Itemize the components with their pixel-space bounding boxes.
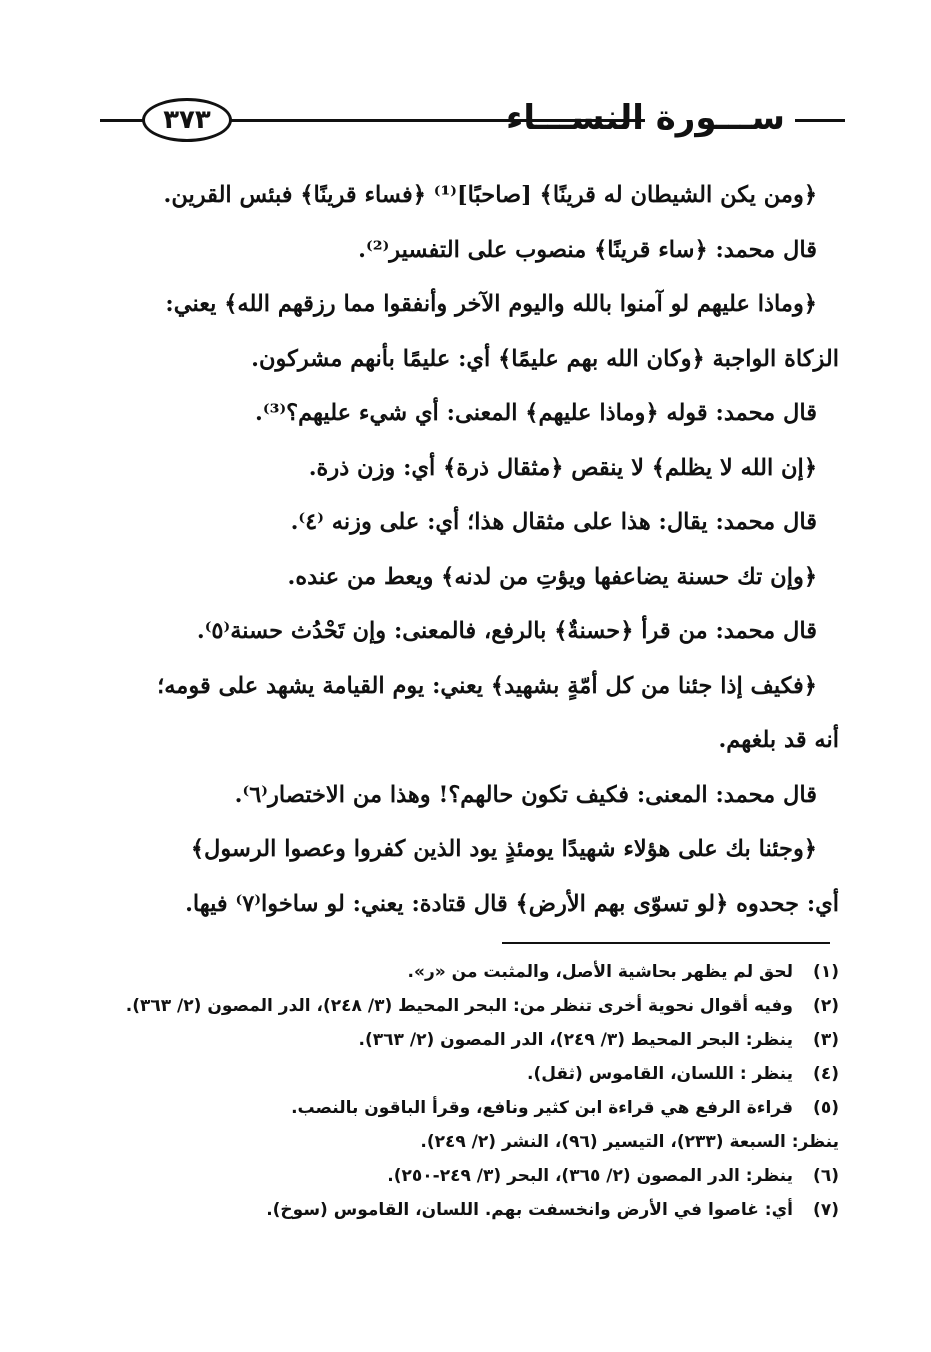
- footnote: [91, 989, 839, 1023]
- page-header: [100, 92, 845, 148]
- main-text: [91, 168, 839, 931]
- footnote: [91, 1091, 839, 1125]
- text-line: الزكاة الواجبة ﴿وكان الله بهم عليمًا﴾ أي: عليمًا بأنهم مشركون.: [251, 345, 839, 372]
- footnote-number: (٣): [813, 1030, 839, 1050]
- header-rule-left: [100, 119, 144, 122]
- header-rule-right: [795, 119, 845, 122]
- footnote: [91, 1057, 839, 1091]
- header-rule-middle: [230, 119, 645, 122]
- text-line: أنه قد بلغهم.: [718, 727, 839, 753]
- text-line: ﴿ومن يكن الشيطان له قرينًا﴾ [صاحبًا]⁽¹⁾ ﴿فساء قرينًا﴾ فبئس القرين.: [163, 182, 817, 208]
- text-line: ﴿وماذا عليهم لو آمنوا بالله واليوم الآخر وأنفقوا مما رزقهم الله﴾ يعني:: [165, 291, 817, 317]
- footnote-separator: [502, 942, 830, 944]
- footnote: [91, 1193, 839, 1227]
- text-line: قال محمد: يقال: هذا على مثقال هذا؛ أي: على وزنه ⁽٤⁾.: [290, 509, 817, 535]
- footnote-number: (٤): [813, 1064, 839, 1084]
- footnote: [91, 955, 839, 989]
- page-number: ٣٧٣: [142, 98, 232, 142]
- text-line: ﴿إن الله لا يظلم﴾ لا ينقص ﴿مثقال ذرة﴾ أي: وزن ذرة.: [308, 454, 817, 481]
- footnote-text: وفيه أقوال نحوية أخرى تنظر من: البحر المحيط (٣/ ٢٤٨)، الدر المصون (٢/ ٣٦٣).: [125, 996, 793, 1016]
- footnote: [91, 1023, 839, 1057]
- footnote-continuation: ينظر: السبعة (٢٣٣)، التيسير (٩٦)، النشر (٢/ ٢٤٩).: [420, 1132, 839, 1152]
- footnote-number: (١): [813, 962, 839, 982]
- footnote: [91, 1159, 839, 1193]
- surah-title: ســـورة النســـاء: [505, 98, 785, 138]
- footnote-text: ينظر : اللسان، القاموس (ثقل).: [527, 1064, 793, 1084]
- footnote-text: ينظر: البحر المحيط (٣/ ٢٤٩)، الدر المصون (٢/ ٣٦٣).: [358, 1030, 793, 1050]
- footnotes: [91, 955, 839, 1227]
- text-line: أي: جحدوه ﴿لو تسوّى بهم الأرض﴾ قال قتادة: يعني: لو ساخوا⁽٧⁾ فيها.: [185, 890, 839, 917]
- footnote-text: لحق لم يظهر بحاشية الأصل، والمثبت من «ر».: [407, 962, 793, 982]
- footnote-number: (٥): [813, 1098, 839, 1118]
- footnote-number: (٧): [813, 1200, 839, 1220]
- text-line: ﴿فكيف إذا جئنا من كل أمّةٍ بشهيد﴾ يعني: يوم القيامة يشهد على قومه؛: [157, 672, 817, 699]
- footnote-number: (٦): [813, 1166, 839, 1186]
- footnote-text: أي: غاصوا في الأرض وانخسفت بهم. اللسان، القاموس (سوخ).: [266, 1200, 793, 1220]
- text-line: قال محمد: قوله ﴿وماذا عليهم﴾ المعنى: أي شيء عليهم؟⁽³⁾.: [255, 400, 817, 426]
- text-line: قال محمد: من قرأ ﴿حسنةٌ﴾ بالرفع، فالمعنى: وإن تَحْدُث حسنة⁽٥⁾.: [196, 618, 817, 644]
- footnote-text: ينظر: الدر المصون (٢/ ٣٦٥)، البحر (٣/ ٢٤٩-٢٥٠).: [387, 1166, 793, 1186]
- text-line: ﴿وإن تك حسنة يضاعفها ويؤتِ من لدنه﴾ ويعط من عنده.: [287, 563, 817, 590]
- footnote-number: (٢): [813, 996, 839, 1016]
- text-line: قال محمد: المعنى: فكيف تكون حالهم؟! وهذا من الاختصار⁽٦⁾.: [234, 781, 817, 808]
- text-line: ﴿وجئنا بك على هؤلاء شهيدًا يومئذٍ يود الذين كفروا وعصوا الرسول﴾: [190, 836, 817, 862]
- footnote-text: قراءة الرفع هي قراءة ابن كثير ونافع، وقرأ الباقون بالنصب.: [291, 1098, 793, 1118]
- text-line: قال محمد: ﴿ساء قرينًا﴾ منصوب على التفسير⁽²⁾.: [358, 236, 817, 263]
